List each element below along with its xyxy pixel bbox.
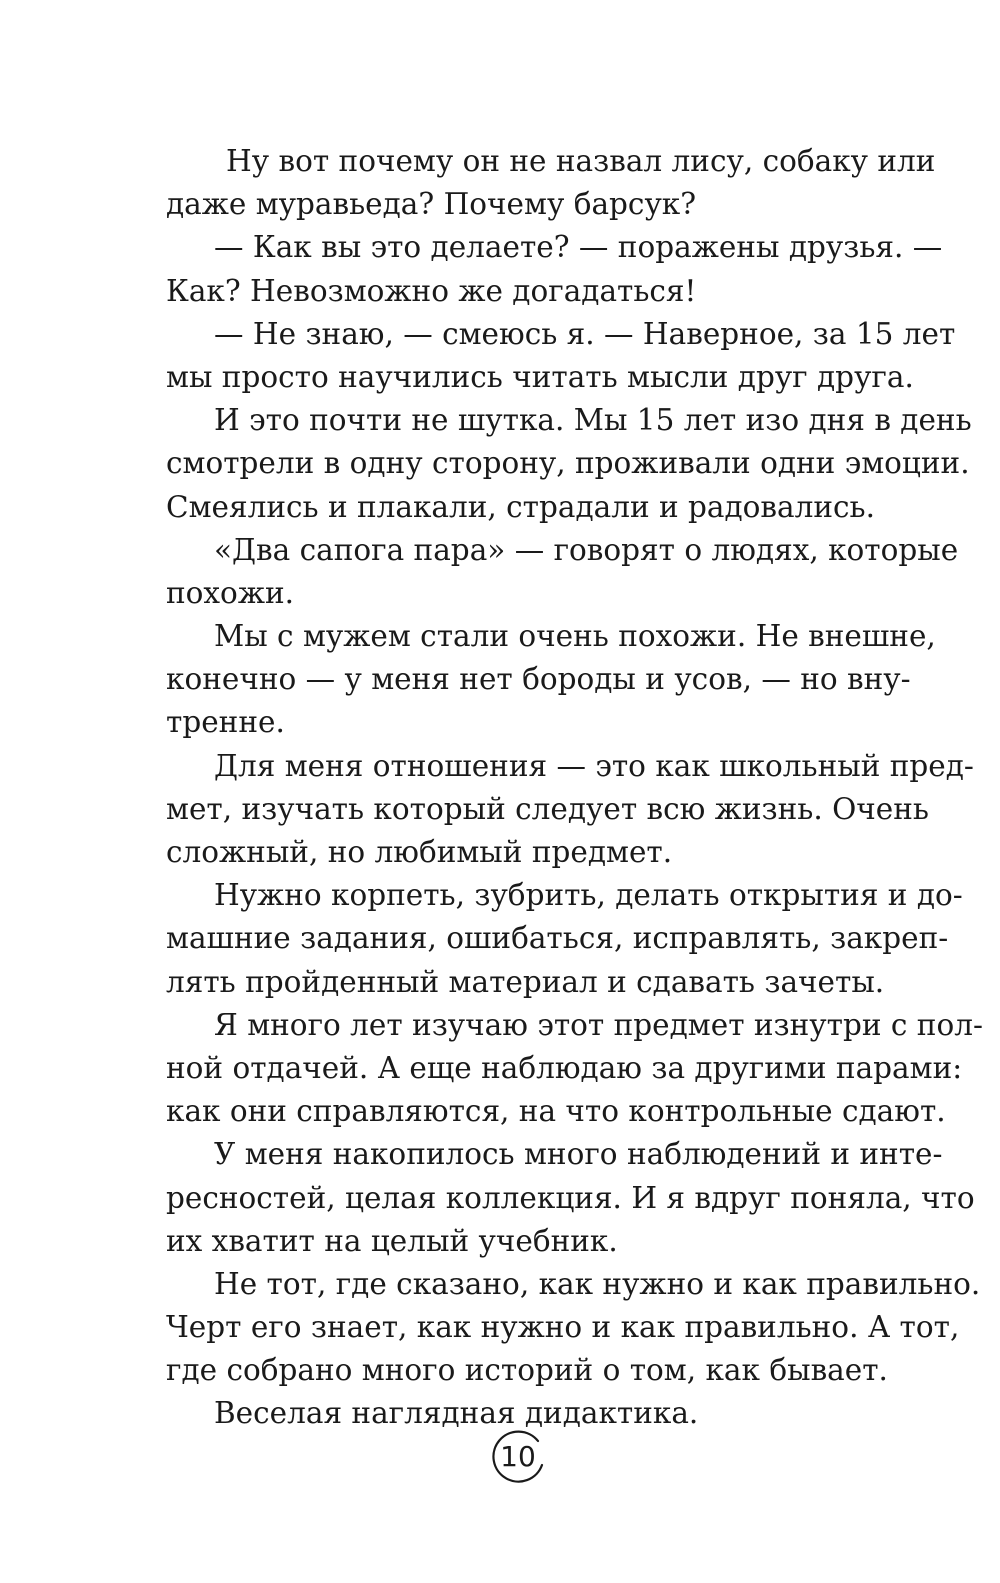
- text-line: Смеялись и плакали, страдали и радовались.: [166, 489, 875, 524]
- text-line: похожи.: [166, 575, 294, 610]
- text-line: ресностей, целая коллекция. И я вдруг поняла, что: [166, 1180, 975, 1215]
- text-line: ной отдачей. А еще наблюдаю за другими парами:: [166, 1050, 963, 1085]
- text-line: мы просто научились читать мысли друг друга.: [166, 359, 914, 394]
- text-line: Как? Невозможно же догадаться!: [166, 273, 697, 308]
- text-line: лять пройденный материал и сдавать зачеты.: [166, 964, 885, 999]
- text-line: Не тот, где сказано, как нужно и как правильно.: [214, 1266, 981, 1301]
- text-line: сложный, но любимый предмет.: [166, 835, 673, 869]
- text-line: тренне.: [166, 705, 285, 740]
- page-number-label: 10: [500, 1440, 536, 1473]
- text-line: Я много лет изучаю этот предмет изнутри с пол-: [214, 1007, 983, 1042]
- text-line: как они справляются, на что контрольные сдают.: [166, 1094, 946, 1129]
- text-line: — Не знаю, — смеюсь я. — Наверное, за 15 лет: [214, 316, 956, 351]
- text-line: У меня накопилось много наблюдений и инте-: [214, 1137, 943, 1172]
- body-text: [166, 140, 983, 1436]
- text-line: Веселая наглядная дидактика.: [214, 1396, 699, 1431]
- text-line: даже муравьеда? Почему барсук?: [166, 187, 697, 222]
- text-line: где собрано много историй о том, как бывает.: [166, 1353, 888, 1388]
- text-line: Для меня отношения — это как школьный пред-: [214, 748, 974, 783]
- text-line: Ну вот почему он не назвал лису, собаку или: [226, 144, 936, 178]
- text-line: Нужно корпеть, зубрить, делать открытия и до-: [214, 878, 963, 913]
- text-line: конечно — у меня нет бороды и усов, — но вну-: [166, 662, 911, 697]
- text-line: И это почти не шутка. Мы 15 лет изо дня в день: [214, 403, 972, 438]
- text-line: «Два сапога пара» — говорят о людях, которые: [214, 532, 959, 567]
- text-line: машние задания, ошибаться, исправлять, закреп-: [166, 921, 949, 956]
- text-line: смотрели в одну сторону, проживали одни эмоции.: [166, 446, 970, 481]
- text-line: — Как вы это делаете? — поражены друзья. —: [214, 230, 943, 265]
- text-line: мет, изучать который следует всю жизнь. Очень: [166, 791, 929, 826]
- text-line: их хватит на целый учебник.: [166, 1223, 618, 1258]
- text-line: Мы с мужем стали очень похожи. Не внешне,: [214, 619, 936, 654]
- page-number: [488, 1427, 548, 1487]
- text-line: Черт его знает, как нужно и как правильно. А тот,: [166, 1310, 960, 1345]
